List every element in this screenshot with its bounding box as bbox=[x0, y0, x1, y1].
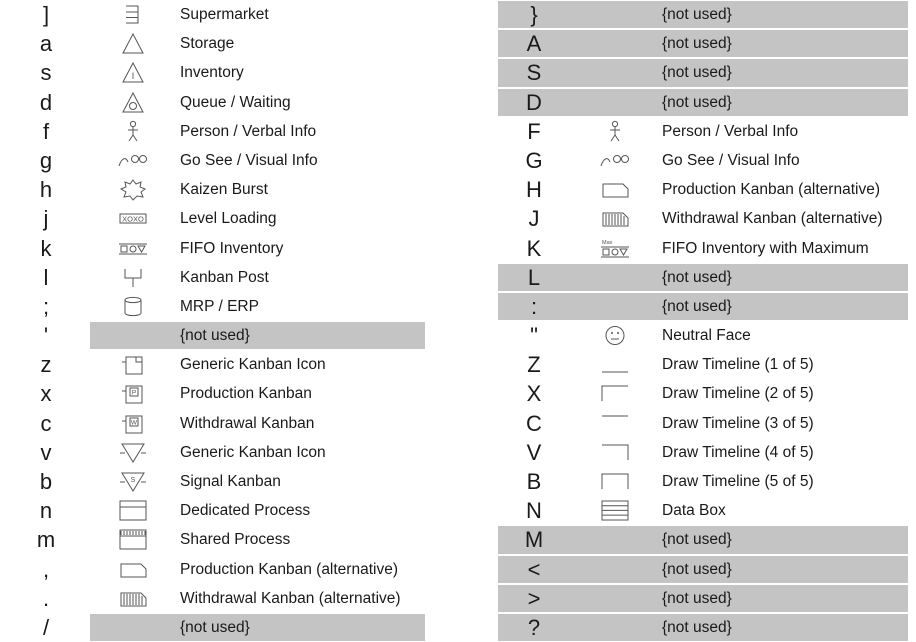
key-character: < bbox=[527, 556, 541, 582]
legend-row bbox=[0, 0, 430, 29]
legend-row bbox=[0, 204, 430, 233]
legend-row bbox=[498, 321, 916, 350]
symbol-label: Generic Kanban Icon bbox=[180, 443, 326, 461]
production-kanban-icon bbox=[116, 382, 150, 405]
legend-row bbox=[0, 379, 430, 408]
symbol-label: {not used} bbox=[662, 6, 732, 23]
legend-row bbox=[0, 438, 430, 467]
key-character: X bbox=[526, 381, 542, 407]
symbol-label: FIFO Inventory with Maximum bbox=[662, 239, 869, 257]
withdrawal-kanban-alt-icon bbox=[116, 587, 150, 610]
key-character: S bbox=[526, 60, 542, 86]
key-character: A bbox=[526, 31, 542, 57]
symbol-label: Draw Timeline (2 of 5) bbox=[662, 385, 814, 403]
legend-row bbox=[498, 584, 916, 613]
unused-highlight bbox=[90, 322, 425, 349]
legend-row bbox=[0, 263, 430, 292]
symbol-label: {not used} bbox=[662, 64, 732, 82]
key-character: G bbox=[525, 147, 543, 173]
key-character: , bbox=[42, 556, 50, 582]
key-character: > bbox=[527, 585, 541, 611]
legend-row bbox=[498, 0, 916, 29]
key-character: L bbox=[527, 264, 541, 290]
queue-icon bbox=[116, 91, 150, 114]
person-icon bbox=[116, 120, 150, 143]
timeline-2-icon bbox=[598, 382, 632, 405]
legend-row bbox=[498, 379, 916, 408]
timeline-1-icon bbox=[598, 353, 632, 376]
svg-text:I: I bbox=[131, 71, 135, 82]
symbol-label: Go See / Visual Info bbox=[662, 151, 800, 169]
key-character: V bbox=[526, 439, 542, 465]
inventory-icon bbox=[116, 61, 150, 84]
key-character: h bbox=[39, 177, 53, 203]
legend-row bbox=[0, 525, 430, 554]
legend-row bbox=[498, 117, 916, 146]
right-column bbox=[498, 0, 916, 642]
key-character: j bbox=[43, 206, 49, 232]
symbol-label: Go See / Visual Info bbox=[180, 151, 318, 169]
legend-row bbox=[0, 175, 430, 204]
legend-row bbox=[498, 496, 916, 525]
symbol-label: Draw Timeline (4 of 5) bbox=[662, 443, 814, 461]
symbol-label: {not used} bbox=[662, 35, 732, 53]
key-character: : bbox=[530, 293, 538, 319]
shared-process-icon bbox=[116, 528, 150, 551]
symbol-label: Signal Kanban bbox=[180, 473, 281, 490]
key-character: b bbox=[39, 469, 53, 494]
key-character: B bbox=[526, 469, 542, 494]
svg-text:Max: Max bbox=[602, 239, 613, 246]
key-character: ; bbox=[42, 293, 50, 319]
legend-row bbox=[0, 292, 430, 321]
legend-row bbox=[0, 555, 430, 584]
key-character: n bbox=[39, 498, 53, 524]
symbol-label: Kanban Post bbox=[180, 268, 269, 286]
symbol-label: {not used} bbox=[662, 560, 732, 578]
symbol-label: MRP / ERP bbox=[180, 297, 259, 315]
generic-kanban-icon bbox=[116, 353, 150, 376]
symbol-label: Withdrawal Kanban bbox=[180, 414, 315, 432]
generic-kanban-triangle-icon bbox=[116, 441, 150, 464]
svg-text:P: P bbox=[131, 390, 137, 398]
legend-row bbox=[498, 234, 916, 263]
timeline-3-icon bbox=[598, 412, 632, 435]
symbol-label: Draw Timeline (1 of 5) bbox=[662, 356, 814, 374]
key-character: s bbox=[40, 60, 52, 86]
key-character: J bbox=[528, 206, 540, 232]
key-character: m bbox=[36, 527, 56, 553]
legend-row bbox=[0, 58, 430, 87]
legend-row bbox=[0, 613, 430, 642]
mrp-erp-icon bbox=[116, 295, 150, 318]
key-character: d bbox=[39, 89, 53, 115]
legend-row bbox=[0, 496, 430, 525]
legend-row bbox=[498, 292, 916, 321]
legend-row bbox=[498, 175, 916, 204]
symbol-label: Inventory bbox=[180, 64, 244, 82]
withdrawal-kanban-alt-icon bbox=[598, 207, 632, 230]
symbol-label: Neutral Face bbox=[662, 327, 751, 345]
legend-row bbox=[0, 321, 430, 350]
legend-row bbox=[498, 409, 916, 438]
key-character: a bbox=[39, 31, 53, 57]
symbol-label: {not used} bbox=[662, 297, 732, 315]
storage-icon bbox=[116, 32, 150, 55]
withdrawal-kanban-icon bbox=[116, 412, 150, 435]
legend-row bbox=[0, 29, 430, 58]
symbol-label: Withdrawal Kanban (alternative) bbox=[662, 210, 883, 228]
symbol-label: {not used} bbox=[662, 93, 732, 111]
key-character: ' bbox=[43, 323, 49, 349]
production-kanban-alt-icon bbox=[116, 558, 150, 581]
key-character: ] bbox=[42, 2, 50, 27]
symbol-label: Production Kanban (alternative) bbox=[180, 560, 398, 578]
kanban-post-icon bbox=[116, 266, 150, 289]
symbol-label: Generic Kanban Icon bbox=[180, 356, 326, 374]
symbol-label: Draw Timeline (3 of 5) bbox=[662, 414, 814, 432]
key-character: f bbox=[42, 118, 50, 144]
symbol-label: Data Box bbox=[662, 502, 726, 520]
key-character: " bbox=[530, 323, 538, 349]
unused-highlight bbox=[90, 614, 425, 641]
symbol-label: Person / Verbal Info bbox=[662, 122, 799, 140]
svg-text:S: S bbox=[130, 477, 136, 484]
key-character: l bbox=[43, 264, 49, 290]
symbol-label: Level Loading bbox=[180, 210, 277, 228]
legend-row bbox=[498, 525, 916, 554]
legend-row bbox=[498, 350, 916, 379]
symbol-label: {not used} bbox=[180, 327, 250, 345]
timeline-5-icon bbox=[598, 470, 632, 493]
key-character: c bbox=[40, 410, 52, 436]
kaizen-burst-icon bbox=[116, 178, 150, 201]
legend-row bbox=[0, 584, 430, 613]
symbol-label: Supermarket bbox=[180, 6, 269, 23]
key-character: N bbox=[526, 498, 542, 524]
legend-row bbox=[0, 234, 430, 263]
legend-row bbox=[0, 409, 430, 438]
fifo-icon bbox=[116, 237, 150, 260]
svg-text:W: W bbox=[130, 419, 138, 427]
symbol-label: Dedicated Process bbox=[180, 502, 311, 520]
legend-row bbox=[0, 146, 430, 175]
symbol-label: Storage bbox=[180, 35, 235, 53]
key-character: } bbox=[530, 2, 538, 27]
legend-row bbox=[498, 467, 916, 496]
dedicated-process-icon bbox=[116, 499, 150, 522]
symbol-label: Draw Timeline (5 of 5) bbox=[662, 473, 814, 490]
symbol-label: Production Kanban bbox=[180, 385, 312, 403]
legend-row bbox=[498, 263, 916, 292]
symbol-label: Shared Process bbox=[180, 531, 291, 549]
key-character: g bbox=[39, 147, 53, 173]
key-character: k bbox=[40, 235, 52, 261]
symbol-label: Withdrawal Kanban (alternative) bbox=[180, 589, 401, 607]
level-loading-icon bbox=[116, 207, 150, 230]
key-character: Z bbox=[527, 352, 541, 378]
timeline-4-icon bbox=[598, 441, 632, 464]
symbol-label: {not used} bbox=[662, 618, 732, 636]
go-see-icon bbox=[598, 149, 632, 172]
key-character: H bbox=[526, 177, 542, 203]
legend-row bbox=[0, 88, 430, 117]
legend-row bbox=[498, 204, 916, 233]
symbol-label: Person / Verbal Info bbox=[180, 122, 317, 140]
key-character: K bbox=[526, 235, 542, 261]
key-character: x bbox=[40, 381, 52, 407]
legend-row bbox=[498, 58, 916, 87]
legend-row bbox=[498, 613, 916, 642]
legend-row bbox=[498, 29, 916, 58]
legend-row bbox=[0, 350, 430, 379]
person-icon bbox=[598, 120, 632, 143]
legend-row bbox=[498, 555, 916, 584]
data-box-icon bbox=[598, 499, 632, 522]
symbol-label: FIFO Inventory bbox=[180, 239, 284, 257]
key-character: / bbox=[42, 614, 50, 640]
key-character: . bbox=[42, 585, 50, 611]
signal-kanban-icon bbox=[116, 470, 150, 493]
svg-text:XOXO: XOXO bbox=[122, 214, 144, 224]
key-character: C bbox=[526, 410, 542, 436]
legend-row bbox=[0, 467, 430, 496]
symbol-label: {not used} bbox=[662, 589, 732, 607]
supermarket-icon bbox=[116, 3, 150, 26]
key-character: F bbox=[527, 118, 541, 144]
fifo-max-icon bbox=[598, 237, 632, 260]
key-character: z bbox=[40, 352, 52, 378]
key-character: D bbox=[526, 89, 542, 115]
key-character: v bbox=[40, 439, 52, 465]
key-character: ? bbox=[527, 614, 541, 640]
symbol-label: Kaizen Burst bbox=[180, 181, 268, 199]
symbol-label: Production Kanban (alternative) bbox=[662, 181, 880, 199]
symbol-label: Queue / Waiting bbox=[180, 93, 291, 111]
symbol-label: {not used} bbox=[662, 531, 732, 549]
legend-row bbox=[498, 146, 916, 175]
symbol-label: {not used} bbox=[180, 618, 250, 636]
left-column bbox=[0, 0, 430, 642]
production-kanban-alt-icon bbox=[598, 178, 632, 201]
neutral-face-icon bbox=[598, 324, 632, 347]
go-see-icon bbox=[116, 149, 150, 172]
legend-row bbox=[0, 117, 430, 146]
symbol-label: {not used} bbox=[662, 268, 732, 286]
key-character: M bbox=[524, 527, 544, 553]
legend-row bbox=[498, 88, 916, 117]
legend-row bbox=[498, 438, 916, 467]
